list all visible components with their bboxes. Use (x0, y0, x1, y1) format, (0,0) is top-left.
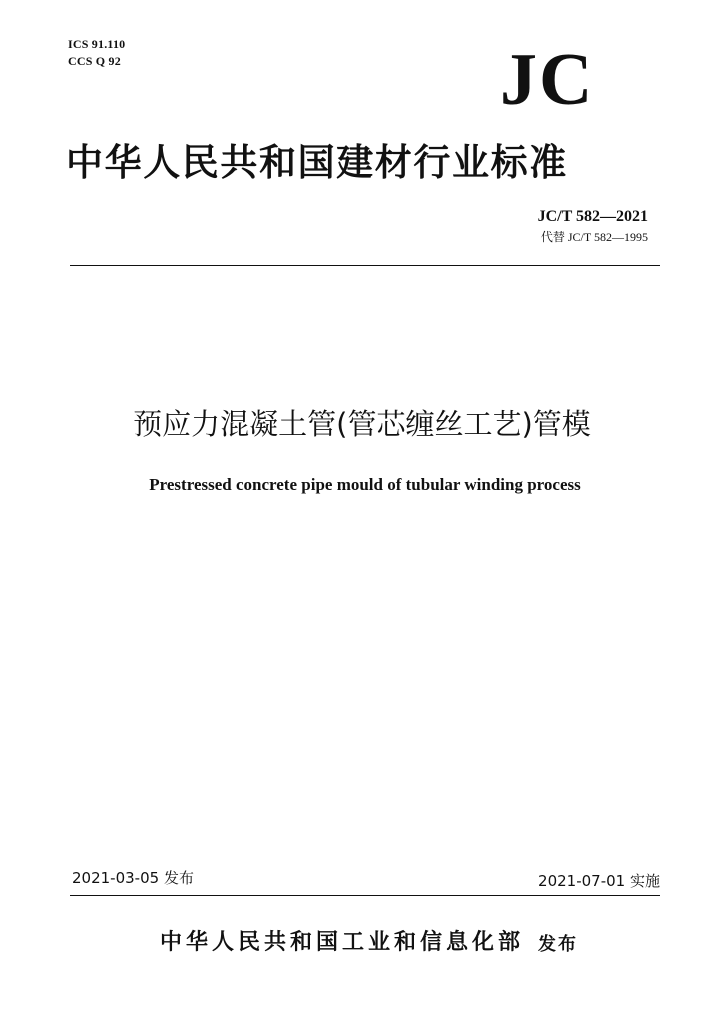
ics-code: ICS 91.110 (68, 37, 126, 51)
document-title-english: Prestressed concrete pipe mould of tubular winding process (149, 475, 581, 494)
jc-logo: JC (500, 39, 595, 121)
issue-date: 2021-03-05 发布 (72, 869, 194, 887)
ccs-code: CCS Q 92 (68, 54, 121, 68)
issuing-authority: 中华人民共和国工业和信息化部 (160, 930, 525, 955)
bottom-divider (70, 895, 660, 896)
classification-codes (68, 36, 125, 70)
standard-replaces: 代替 JC/T 582—1995 (540, 230, 648, 244)
standard-number: JC/T 582—2021 (537, 208, 648, 225)
issuing-authority-suffix: 发布 (538, 934, 578, 955)
organization-title: 中华人民共和国建材行业标准 (66, 141, 568, 184)
document-title-chinese: 预应力混凝土管(管芯缠丝工艺)管模 (133, 407, 591, 441)
top-divider (70, 265, 660, 266)
implementation-date: 2021-07-01 实施 (538, 872, 660, 890)
